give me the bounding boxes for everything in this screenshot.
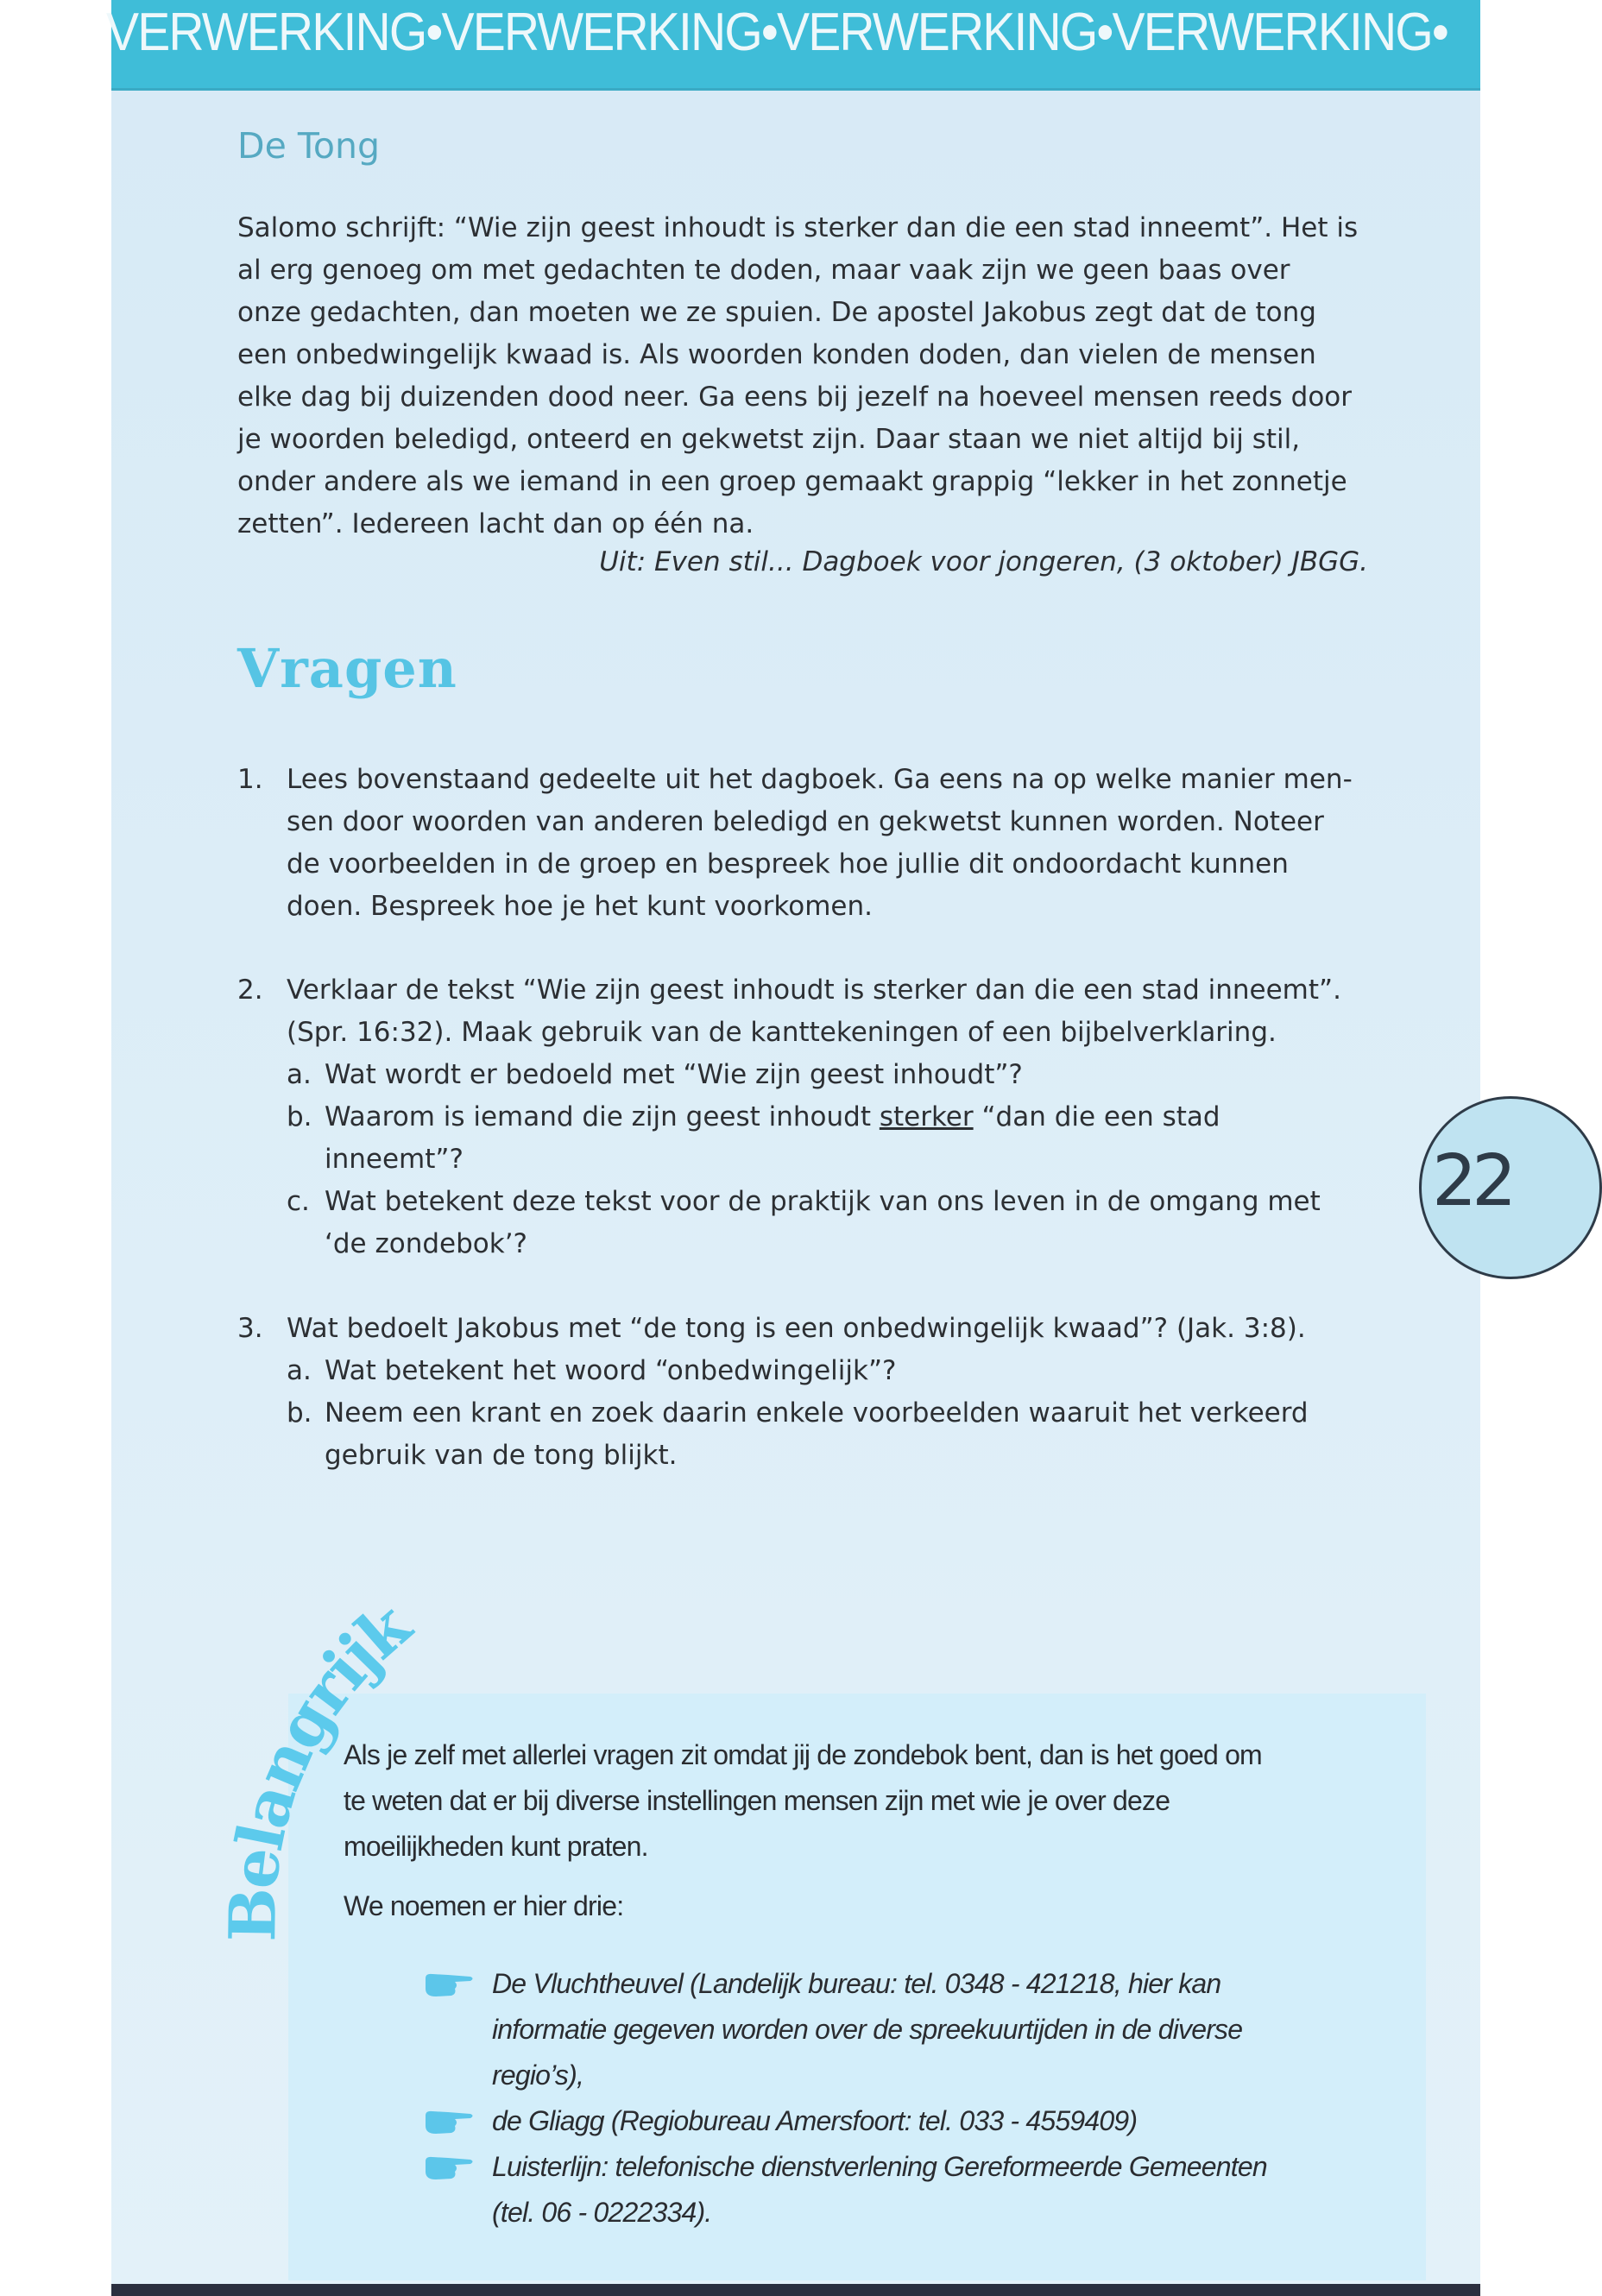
paragraph-line: je woorden beledigd, onteerd en gekwetst zijn. Daar staan we niet altijd bij stil, [237,424,1301,455]
intro-line: te weten dat er bij diverse instellingen mensen zijn met wie je over deze [344,1785,1170,1816]
intro-line: moeilijkheden kunt praten. [344,1831,648,1862]
subquestion-label: b. [287,1101,312,1132]
subquestion-text: Wat betekent deze tekst voor de praktijk van ons leven in de omgang met [325,1186,1321,1217]
paragraph-line: zetten”. Iedereen lacht dan op één na. [237,508,754,539]
paragraph-line: al erg genoeg om met gedachten te doden, maar vaak zijn we geen baas over [237,255,1290,286]
question-number: 3. [237,1313,263,1344]
book-page [106,0,1512,2296]
question-number: 1. [237,764,263,795]
belangrijk-arc-title [111,0,1480,2296]
bottom-edge [111,2284,1480,2296]
subquestion-label: a. [287,1355,312,1386]
contact-text: informatie gegeven worden over de spreekuurtijden in de diverse [492,2014,1243,2045]
page-number: 22 [1432,1140,1512,1222]
subquestion-text: Waarom is iemand die zijn geest inhoudt [325,1101,880,1132]
question-text: de voorbeelden in de groep en bespreek hoe jullie dit ondoordacht kunnen [287,848,1289,880]
belangrijk-title: Belangrijk [216,1590,424,1943]
belangrijk-intro [344,1732,1262,1870]
contact-text: regio’s), [492,2059,584,2091]
contact-text: De Vluchtheuvel (Landelijk bureau: tel. 0348 - 421218, hier kan [492,1968,1221,1999]
contact-item [422,2144,1267,2236]
subquestion-text: Wat betekent het woord “onbedwingelijk”? [325,1355,897,1386]
underlined-word: sterker [879,1101,974,1132]
subquestion-label: a. [287,1059,312,1090]
pointing-hand-icon [422,1971,476,1999]
contact-text: (tel. 06 - 0222334). [492,2197,712,2228]
contact-list [422,1961,1267,2236]
question-text: sen door woorden van anderen beledigd en gekwetst kunnen worden. Noteer [287,806,1324,837]
pointing-hand-icon [422,2109,476,2136]
subquestion-text: gebruik van de tong blijkt. [325,1440,678,1471]
subquestion-text: inneemt”? [325,1144,464,1175]
belangrijk-lead: We noemen er hier drie: [344,1890,624,1921]
paragraph-line: onder andere als we iemand in een groep gemaakt grappig “lekker in het zonnetje [237,466,1347,497]
intro-line: Als je zelf met allerlei vragen zit omdat jij de zondebok bent, dan is het goed om [344,1739,1262,1770]
question-text: Verklaar de tekst “Wie zijn geest inhoudt is sterker dan die een stad inneemt”. [287,975,1341,1006]
question-text: (Spr. 16:32). Maak gebruik van de kanttekeningen of een bijbelverklaring. [287,1017,1277,1048]
article-source: Uit: Even stil... Dagboek voor jongeren, (3 oktober) JBGG. [599,546,1368,577]
questions-heading: Vragen [237,637,457,700]
question-text: Wat bedoelt Jakobus met “de tong is een onbedwingelijk kwaad”? (Jak. 3:8). [287,1313,1306,1344]
header-band-text: VERWERKING•VERWERKING•VERWERKING•VERWERKING• [106,3,1448,62]
pointing-hand-icon [422,2154,476,2182]
subquestion-label: c. [287,1186,310,1217]
subquestion-text: Neem een krant en zoek daarin enkele voorbeelden waaruit het verkeerd [325,1397,1309,1429]
contact-text: Luisterlijn: telefonische dienstverlening Gereformeerde Gemeenten [492,2151,1267,2182]
page-number-tab [1419,1096,1602,1279]
contact-text: de Gliagg (Regiobureau Amersfoort: tel. 033 - 4559409) [492,2105,1138,2136]
paragraph-line: onze gedachten, dan moeten we ze spuien. De apostel Jakobus zegt dat de tong [237,297,1316,328]
question-number: 2. [237,975,263,1006]
paragraph-line: een onbedwingelijk kwaad is. Als woorden konden doden, dan vielen de mensen [237,339,1316,370]
paragraph-line: Salomo schrijft: “Wie zijn geest inhoudt is sterker dan die een stad inneemt”. Het is [237,212,1359,243]
subquestion-text: ‘de zondebok’? [325,1228,527,1259]
question-text: doen. Bespreek hoe je het kunt voorkomen. [287,891,873,922]
subquestion-text: “dan die een stad [973,1101,1220,1132]
contact-item [422,1961,1267,2098]
contact-item [422,2098,1267,2144]
question-text: Lees bovenstaand gedeelte uit het dagboek. Ga eens na op welke manier men- [287,764,1353,795]
subquestion-label: b. [287,1397,312,1429]
subquestion-text: Wat wordt er bedoeld met “Wie zijn geest inhoudt”? [325,1059,1023,1090]
paragraph-line: elke dag bij duizenden dood neer. Ga eens bij jezelf na hoeveel mensen reeds door [237,382,1353,413]
article-title: De Tong [237,125,381,167]
